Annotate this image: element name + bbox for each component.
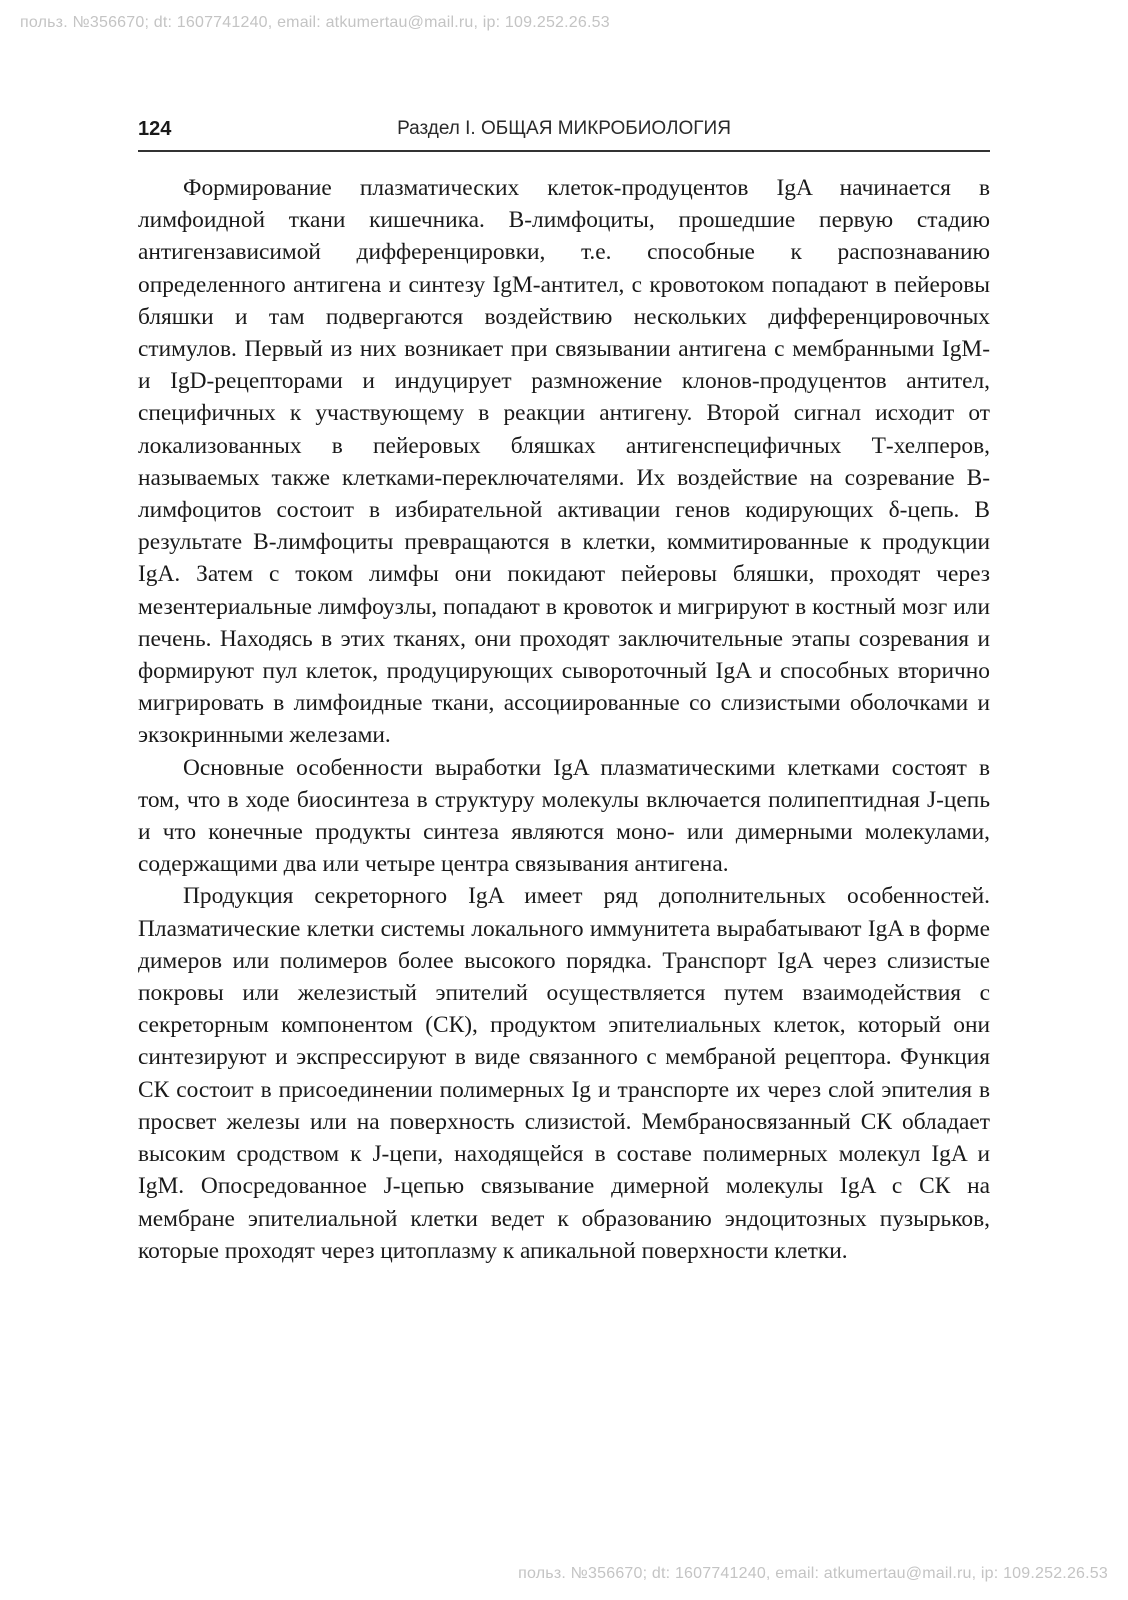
section-title: Раздел I. ОБЩАЯ МИКРОБИОЛОГИЯ: [397, 118, 731, 139]
page-number: 124: [138, 118, 172, 140]
paragraph: Продукция секреторного IgA имеет ряд дополнительных особенностей. Плазматические клетки системы локального иммунитета вырабатывают IgA в форме димеров или полимеров более высокого порядка. Транспорт IgA через слизистые покровы или железистый эпителий осуществляется путем взаимодействия с секреторным компонентом (СК), продуктом эпителиальных клеток, который они синтезируют и экспрессируют в виде связанного с мембраной рецептора. Функция СК состоит в присоединении полимерных Ig и транспорте их через слой эпителия в просвет железы или на поверхность слизистой. Мембраносвязанный СК обладает высоким сродством к J-цепи, находящейся в составе полимерных молекул IgA и IgM. Опосредованное J-цепью связывание димерной молекулы IgA с СК на мембране эпителиальной клетки ведет к образованию эндоцитозных пузырьков, которые проходят через цитоплазму к апикальной поверхности клетки.: [138, 883, 990, 1264]
watermark-bottom: польз. №356670; dt: 1607741240, email: atkumertau@mail.ru, ip: 109.252.26.53: [518, 1565, 1108, 1582]
body-text: [138, 172, 990, 1267]
paragraph: Формирование плазматических клеток-продуцентов IgA начинается в лимфоидной ткани кишечника. В-лимфоциты, прошедшие первую стадию антигензависимой дифференцировки, т.е. способные к распознаванию определенного антигена и синтезу IgM-антител, с кровотоком попадают в пейеровы бляшки и там подвергаются воздействию нескольких дифференцировочных стимулов. Первый из них возникает при связывании антигена с мембранными IgM- и IgD-рецепторами и индуцирует размножение клонов-продуцентов антител, специфичных к участвующему в реакции антигену. Второй сигнал исходит от локализованных в пейеровых бляшках антигенспецифичных Т-хелперов, называемых также клетками-переключателями. Их воздействие на созревание В-лимфоцитов состоит в избирательной активации генов кодирующих δ-цепь. В результате В-лимфоциты превращаются в клетки, коммитированные к продукции IgA. Затем с током лимфы они покидают пейеровы бляшки, проходят через мезентериальные лимфоузлы, попадают в кровоток и мигрируют в костный мозг или печень. Находясь в этих тканях, они проходят заключительные этапы созревания и формируют пул клеток, продуцирующих сывороточный IgA и способных вторично мигрировать в лимфоидные ткани, ассоциированные со слизистыми оболочками и экзокринными железами.: [138, 175, 990, 749]
running-head: [138, 116, 990, 152]
paragraph: Основные особенности выработки IgA плазматическими клетками состоят в том, что в ходе биосинтеза в структуру молекулы включается полипептидная J-цепь и что конечные продукты синтеза являются моно- или димерными молекулами, содержащими два или четыре центра связывания антигена.: [138, 754, 990, 878]
watermark-top: польз. №356670; dt: 1607741240, email: atkumertau@mail.ru, ip: 109.252.26.53: [20, 14, 610, 31]
